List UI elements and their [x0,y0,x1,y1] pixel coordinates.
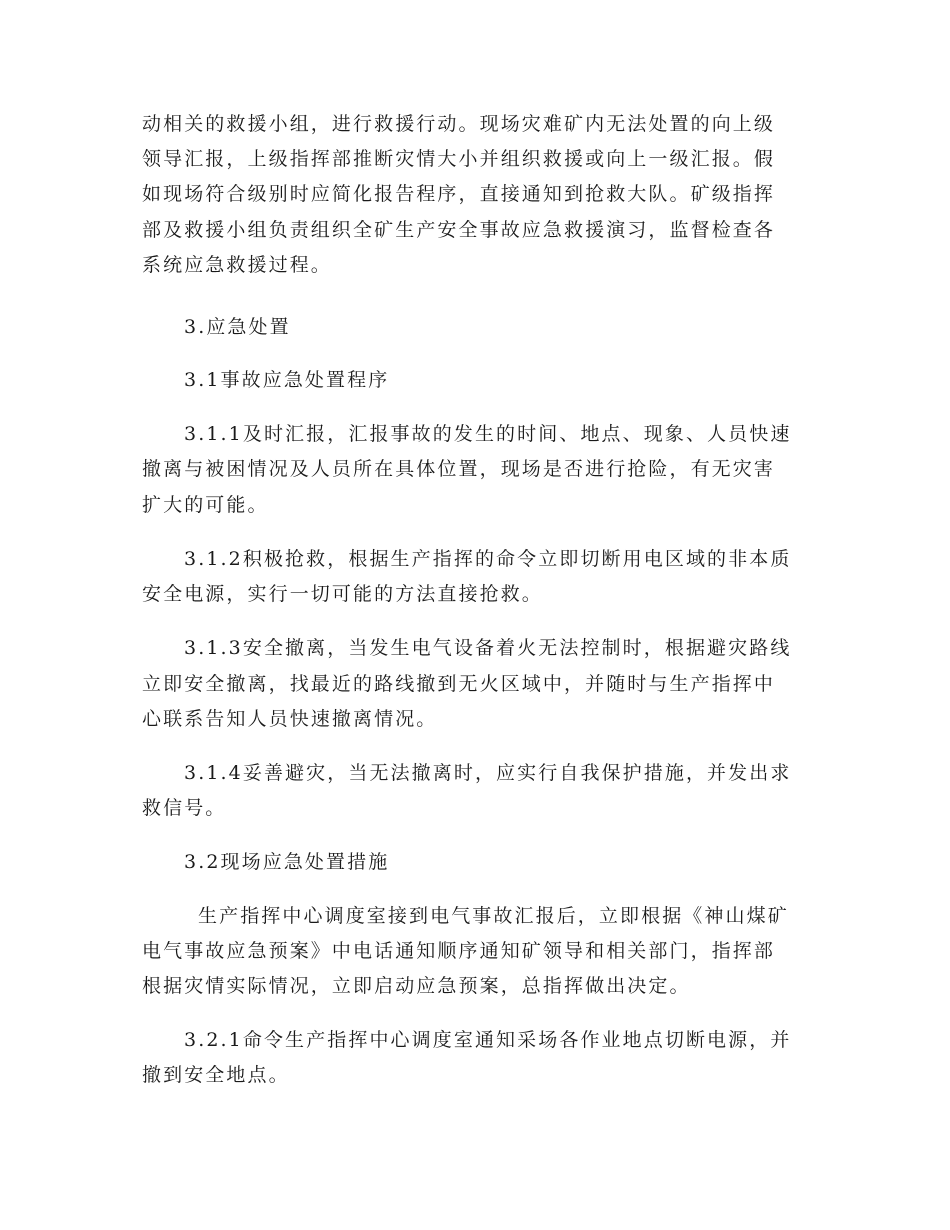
paragraph-line: 系统应急救援过程。 [142,254,332,276]
paragraph-line: 立即安全撤离，找最近的路线撤到无火区域中，并随时与生产指挥中 [142,673,776,695]
paragraph-line: 撤到安全地点。 [142,1064,290,1086]
subsection-heading: 3.1事故应急处置程序 [184,369,390,391]
paragraph-line: 3.1.1及时汇报，汇报事故的发生的时间、地点、现象、人员快速 [184,423,792,445]
paragraph-line: 电气事故应急预案》中电话通知顺序通知矿领导和相关部门，指挥部 [142,940,776,962]
paragraph-line: 生产指挥中心调度室接到电气事故汇报后，立即根据《神山煤矿 [198,905,789,927]
paragraph-line: 动相关的救援小组，进行救援行动。现场灾难矿内无法处置的向上级 [142,113,776,135]
paragraph-line: 救信号。 [142,797,227,819]
paragraph-line: 领导汇报，上级指挥部推断灾情大小并组织救援或向上一级汇报。假 [142,148,776,170]
section-heading: 3.应急处置 [184,316,291,338]
paragraph-line: 3.1.3安全撤离，当发生电气设备着火无法控制时，根据避灾路线 [184,637,792,659]
paragraph-line: 心联系告知人员快速撤离情况。 [142,708,438,730]
paragraph-line: 安全电源，实行一切可能的方法直接抢救。 [142,583,543,605]
subsection-heading: 3.2现场应急处置措施 [184,851,390,873]
paragraph-line: 3.2.1命令生产指挥中心调度室通知采场各作业地点切断电源，并 [184,1029,792,1051]
paragraph-line: 部及救援小组负责组织全矿生产安全事故应急救援演习，监督检查各 [142,219,776,241]
paragraph-line: 如现场符合级别时应简化报告程序，直接通知到抢救大队。矿级指挥 [142,183,776,205]
paragraph-line: 根据灾情实际情况，立即启动应急预案，总指挥做出决定。 [142,975,691,997]
paragraph-line: 3.1.4妥善避灾，当无法撤离时，应实行自我保护措施，并发出求 [184,762,792,784]
paragraph-line: 撤离与被困情况及人员所在具体位置，现场是否进行抢险，有无灾害 [142,458,776,480]
paragraph-line: 扩大的可能。 [142,494,269,516]
paragraph-line: 3.1.2积极抢救，根据生产指挥的命令立即切断用电区域的非本质 [184,548,792,570]
